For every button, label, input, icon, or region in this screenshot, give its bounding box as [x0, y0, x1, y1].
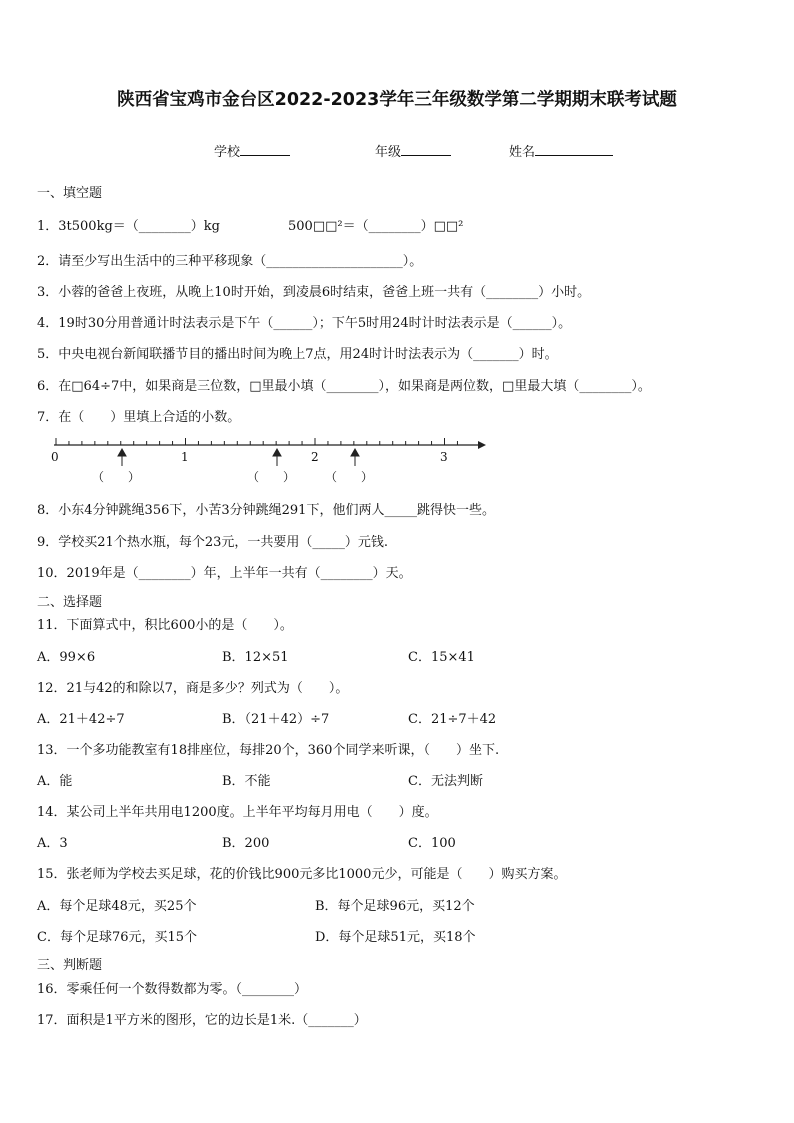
number-line — [40, 432, 490, 492]
q14-option-c[interactable]: C．100 — [408, 836, 456, 851]
q13-option-c[interactable]: C．无法判断 — [408, 774, 483, 789]
q13-option-a[interactable]: A．能 — [37, 774, 73, 789]
question-1: 1．3t500kg＝（________）kg — [37, 219, 220, 234]
q11-option-c[interactable]: C．15×41 — [408, 650, 475, 665]
question-8: 8．小东4分钟跳绳356下，小苦3分钟跳绳291下，他们两人_____跳得快一些。 — [37, 503, 495, 518]
q14-option-a[interactable]: A．3 — [37, 836, 68, 851]
q12-option-b[interactable]: B．（21＋42）÷7 — [222, 712, 330, 727]
number-line-answer-1[interactable]: （ ） — [92, 470, 141, 484]
q12-option-a[interactable]: A．21＋42÷7 — [37, 712, 125, 727]
q12-option-c[interactable]: C．21÷7＋42 — [408, 712, 497, 727]
school-label: 学校 — [214, 145, 241, 160]
question-4: 4．19时30分用普通计时法表示是下午（______）；下午5时用24时计时法表示是（______）。 — [37, 316, 572, 331]
question-10: 10．2019年是（________）年，上半年一共有（________）天。 — [37, 566, 412, 581]
q11-option-a[interactable]: A．99×6 — [37, 650, 96, 665]
page-title: 陕西省宝鸡市金台区2022-2023学年三年级数学第二学期期末联考试题 — [117, 90, 677, 110]
q15-option-b[interactable]: B．每个足球96元，买12个 — [315, 899, 475, 914]
name-field — [509, 141, 613, 160]
grade-field — [375, 141, 451, 160]
question-13: 13．一个多功能教室有18排座位，每排20个，360个同学来听课，（ ）坐下. — [37, 743, 500, 758]
number-line-label-2: 2 — [311, 450, 319, 464]
question-11: 11．下面算式中，积比600小的是（ ）。 — [37, 618, 293, 633]
number-line-label-0: 0 — [51, 450, 59, 464]
section-judge: 三、判断题 — [37, 958, 103, 973]
number-line-answer-2[interactable]: （ ） — [247, 470, 296, 484]
name-label: 姓名 — [509, 145, 536, 160]
question-6: 6．在□64÷7中，如果商是三位数，□里最小填（________），如果商是两位数，□里最大填（________）。 — [37, 379, 651, 394]
q14-option-b[interactable]: B．200 — [222, 836, 270, 851]
question-9: 9．学校买21个热水瓶，每个23元，一共要用（_____）元钱. — [37, 535, 388, 550]
section-choice: 二、选择题 — [37, 595, 103, 610]
q15-option-a[interactable]: A．每个足球48元，买25个 — [37, 899, 197, 914]
question-3: 3．小蓉的爸爸上夜班，从晚上10时开始，到凌晨6时结束，爸爸上班一共有（________）小时。 — [37, 285, 591, 300]
question-7: 7．在（ ）里填上合适的小数。 — [37, 410, 241, 425]
number-line-label-3: 3 — [440, 450, 448, 464]
grade-label: 年级 — [375, 145, 402, 160]
number-line-label-1: 1 — [181, 450, 189, 464]
number-line-answer-3[interactable]: （ ） — [325, 470, 374, 484]
question-17: 17．面积是1平方米的图形，它的边长是1米.（_______） — [37, 1013, 367, 1028]
question-5: 5．中央电视台新闻联播节目的播出时间为晚上7点，用24时计时法表示为（_______）时。 — [37, 347, 558, 362]
school-blank[interactable] — [240, 142, 290, 156]
number-line-arrowhead — [478, 441, 486, 449]
question-15: 15．张老师为学校去买足球，花的价钱比900元多比1000元少，可能是（ ）购买方案。 — [37, 867, 567, 882]
q11-option-b[interactable]: B．12×51 — [222, 650, 289, 665]
question-1b: 500□□²＝（________）□□² — [288, 219, 464, 234]
pointer-arrow-3-head — [351, 449, 359, 456]
school-field — [214, 141, 290, 160]
question-16: 16．零乘任何一个数得数都为零。（________） — [37, 982, 308, 997]
grade-blank[interactable] — [401, 142, 451, 156]
q15-option-c[interactable]: C．每个足球76元，买15个 — [37, 930, 198, 945]
question-12: 12．21与42的和除以7，商是多少？列式为（ ）。 — [37, 681, 349, 696]
q15-option-d[interactable]: D．每个足球51元，买18个 — [315, 930, 476, 945]
pointer-arrow-2-head — [273, 449, 281, 456]
q13-option-b[interactable]: B．不能 — [222, 774, 271, 789]
name-blank[interactable] — [535, 142, 613, 156]
question-2: 2．请至少写出生活中的三种平移现象（_____________________）。 — [37, 254, 423, 269]
question-14: 14．某公司上半年共用电1200度。上半年平均每月用电（ ）度。 — [37, 805, 438, 820]
pointer-arrow-1-head — [118, 449, 126, 456]
section-fill-in: 一、填空题 — [37, 186, 103, 201]
